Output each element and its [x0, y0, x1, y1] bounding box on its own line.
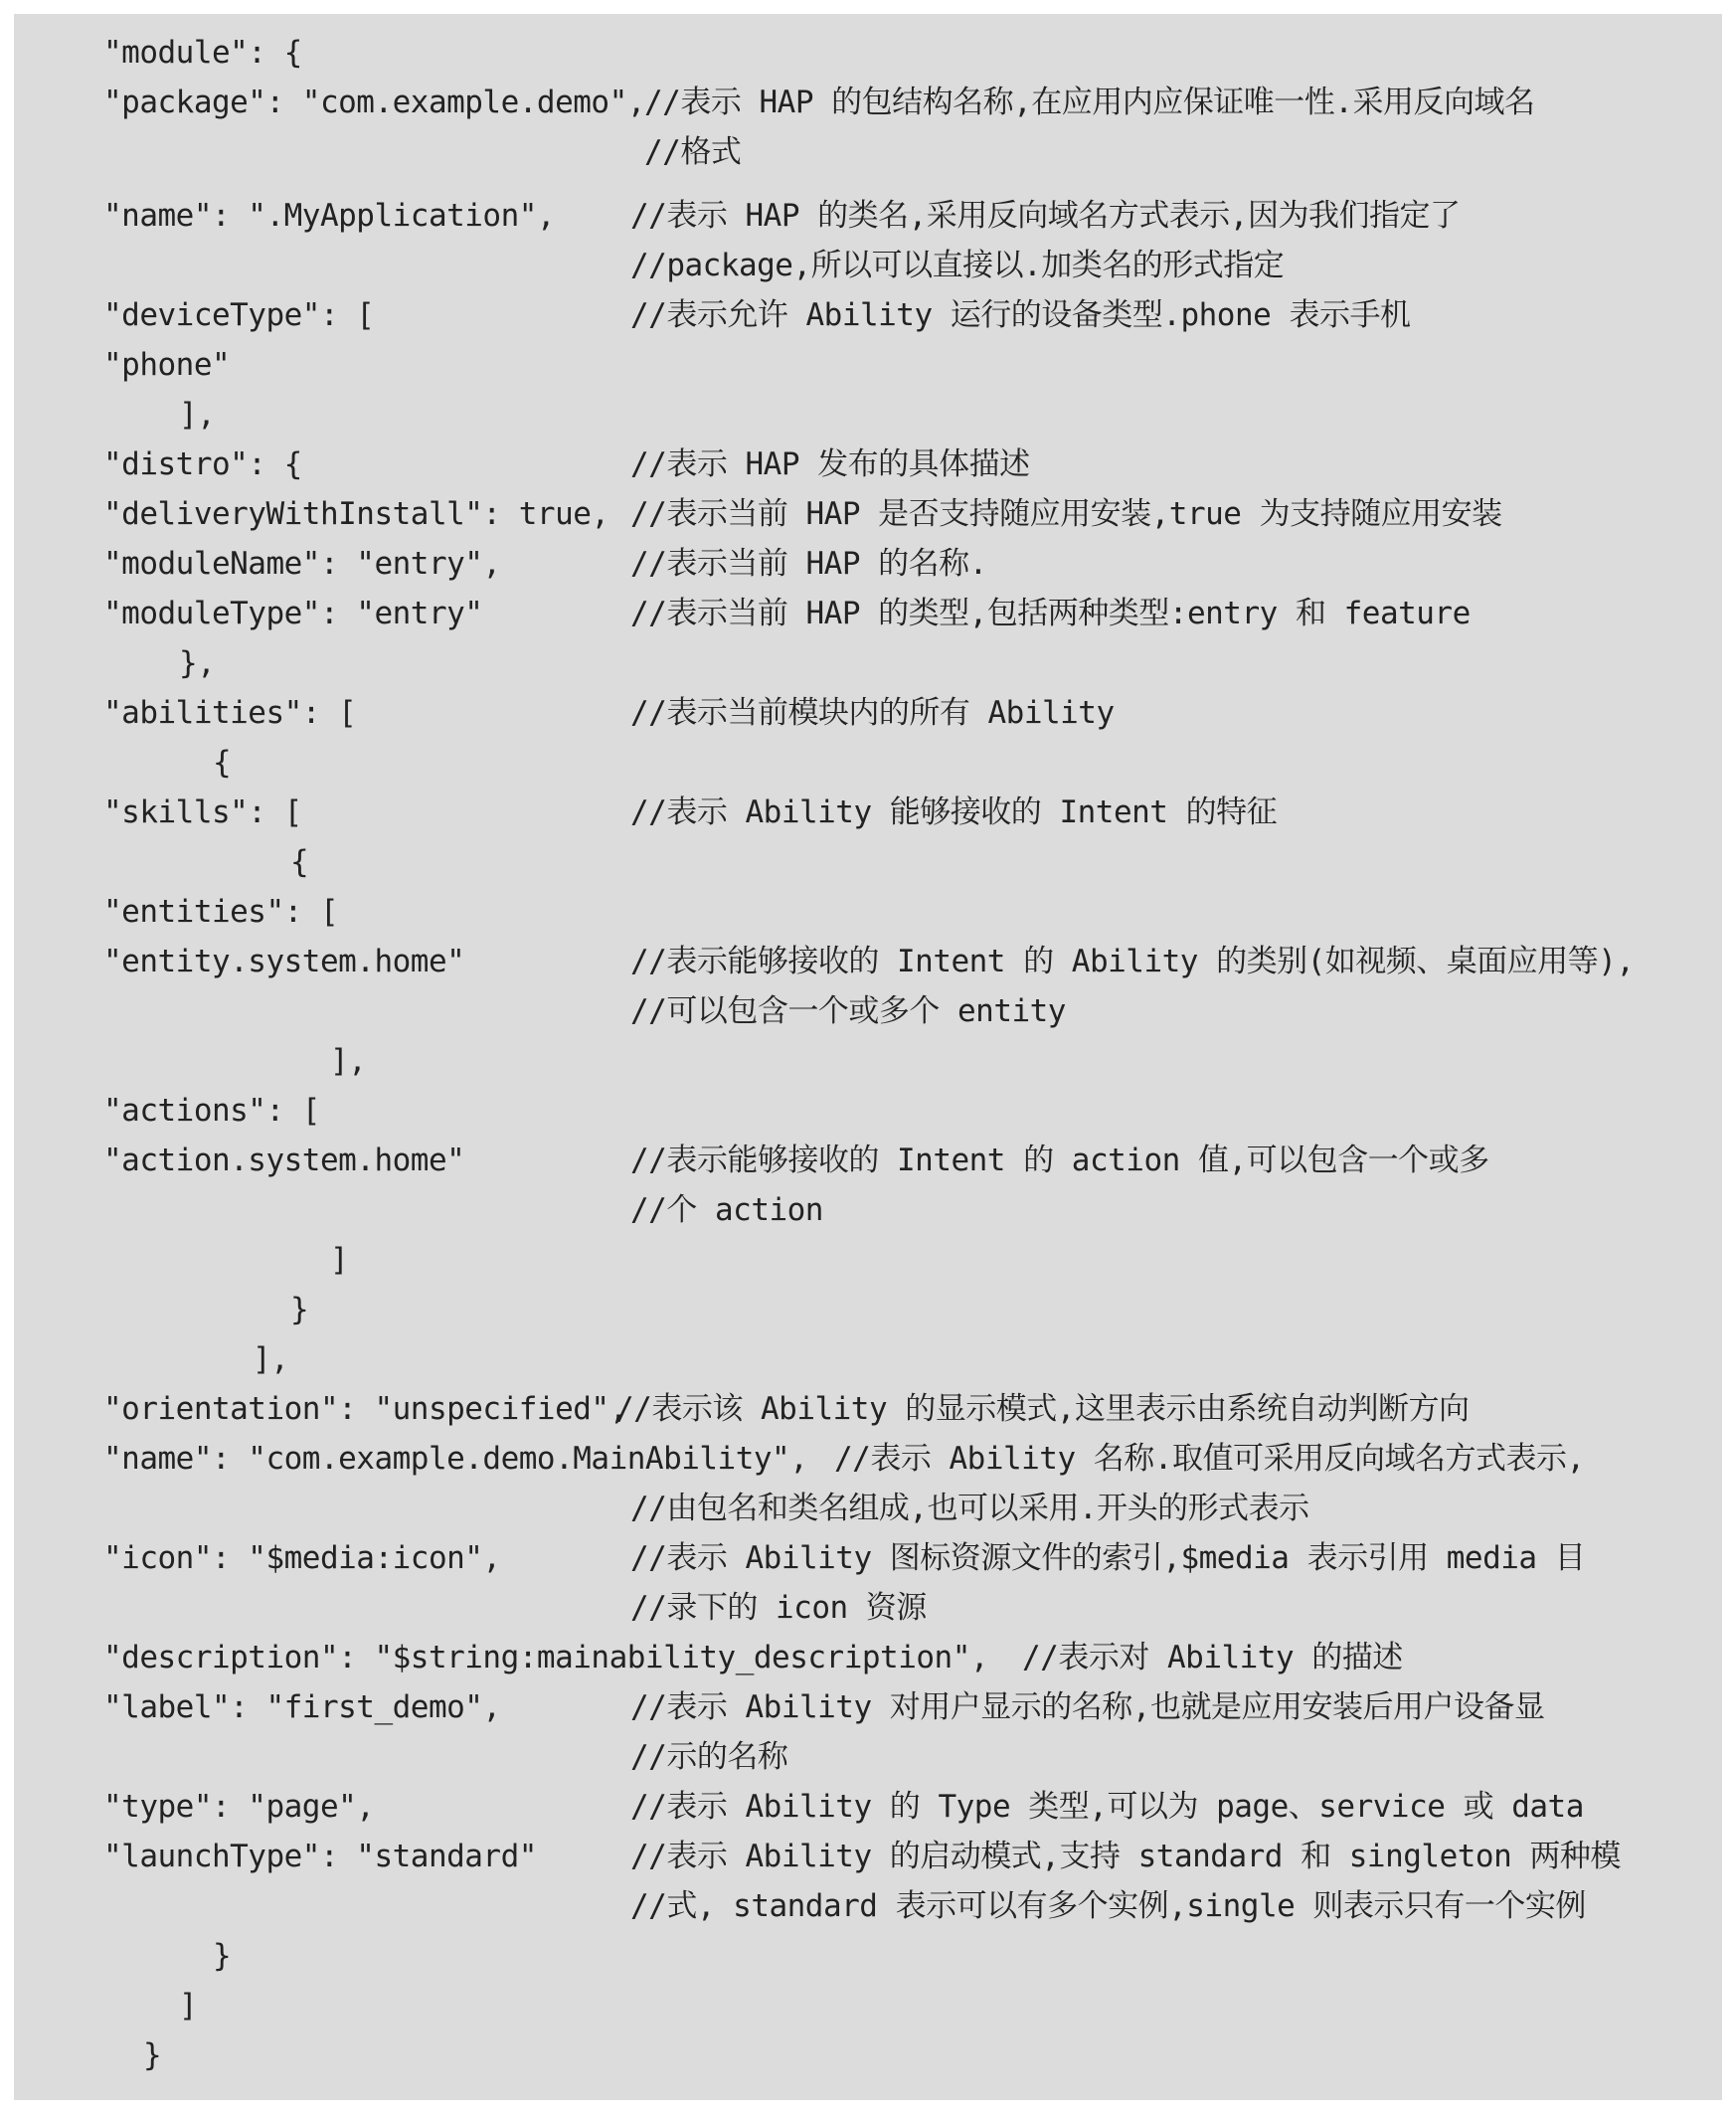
code-text: {: [290, 844, 309, 880]
code-comment: //表示允许 Ability 运行的设备类型.phone 表示手机: [630, 297, 1411, 333]
code-comment: //表示 Ability 名称.取值可采用反向域名方式表示,: [834, 1441, 1585, 1477]
code-text: "icon": "$media:icon",: [103, 1540, 501, 1576]
code-comment: //表示 Ability 对用户显示的名称,也就是应用安装后用户设备显: [630, 1689, 1545, 1725]
code-line: [103, 1434, 1704, 1484]
code-text: "deliveryWithInstall": true,: [103, 496, 609, 532]
code-comment: //录下的 icon 资源: [630, 1590, 927, 1626]
code-text: ],: [179, 397, 216, 433]
code-line: [103, 1533, 1704, 1583]
code-text: "entities": [: [103, 894, 339, 930]
code-line: [103, 1384, 1704, 1434]
code-text: }: [143, 2037, 162, 2073]
code-line: [103, 1682, 1704, 1732]
code-comment: //示的名称: [630, 1739, 788, 1775]
code-line: [103, 1732, 1704, 1782]
code-comment: //表示 Ability 的 Type 类型,可以为 page、service 或 data: [630, 1789, 1584, 1825]
code-comment: //表示 Ability 能够接收的 Intent 的特征: [630, 794, 1278, 830]
code-text: "description": "$string:mainability_description",: [103, 1640, 989, 1675]
code-comment: //表示 HAP 发布的具体描述: [630, 446, 1030, 482]
code-text: "moduleType": "entry": [103, 596, 483, 631]
code-text: "orientation": "unspecified",: [103, 1391, 627, 1427]
code-text: "skills": [: [103, 794, 302, 830]
code-line: [179, 1981, 197, 2030]
code-line: [103, 688, 1704, 738]
code-line: [103, 127, 1704, 177]
code-text: "type": "page",: [103, 1789, 375, 1825]
code-text: "phone": [103, 347, 231, 383]
code-text: ]: [330, 1242, 349, 1278]
code-listing: [14, 14, 1722, 2100]
code-line: [103, 937, 1714, 986]
code-line: [103, 986, 1704, 1036]
code-comment: //表示当前模块内的所有 Ability: [630, 695, 1115, 731]
code-line: [103, 1583, 1704, 1633]
code-comment: //表示该 Ability 的显示模式,这里表示由系统自动判断方向: [615, 1391, 1470, 1427]
code-line: [179, 638, 215, 688]
code-line: [213, 1931, 231, 1981]
code-line: [103, 489, 1704, 539]
code-line: [103, 1484, 1704, 1533]
code-text: "package": "com.example.demo",: [103, 85, 645, 120]
code-text: "module": {: [103, 35, 302, 71]
code-comment: //个 action: [630, 1192, 823, 1228]
code-comment: //表示 Ability 图标资源文件的索引,$media 表示引用 media 目: [630, 1540, 1586, 1576]
code-line: [103, 887, 338, 937]
code-text: ]: [179, 1988, 198, 2024]
code-line: [103, 290, 1704, 340]
code-line: [290, 837, 308, 887]
code-text: "name": ".MyApplication",: [103, 198, 556, 234]
code-line: [103, 1832, 1704, 1881]
code-text: "label": "first_demo",: [103, 1689, 501, 1725]
code-line: [103, 440, 1704, 489]
code-text: "distro": {: [103, 446, 302, 482]
code-comment: //表示能够接收的 Intent 的 action 值,可以包含一个或多: [630, 1143, 1489, 1178]
code-line: [179, 390, 215, 440]
code-comment: //package,所以可以直接以.加类名的形式指定: [630, 248, 1285, 283]
code-line: [103, 788, 1704, 837]
code-text: "moduleName": "entry",: [103, 546, 501, 582]
code-comment: //表示 Ability 的启动模式,支持 standard 和 singleton 两种模: [630, 1839, 1621, 1874]
code-comment: //表示当前 HAP 的名称.: [630, 546, 987, 582]
code-text: ],: [330, 1043, 367, 1079]
code-line: [143, 2030, 161, 2080]
code-text: "actions": [: [103, 1093, 320, 1129]
code-text: },: [179, 645, 216, 681]
code-line: [103, 78, 1704, 127]
code-text: "entity.system.home": [103, 944, 465, 979]
code-text: "abilities": [: [103, 695, 357, 731]
code-comment: //由包名和类名组成,也可以采用.开头的形式表示: [630, 1491, 1309, 1526]
code-line: [213, 738, 231, 788]
code-text: "action.system.home": [103, 1143, 465, 1178]
code-text: {: [213, 745, 232, 781]
code-comment: //表示对 Ability 的描述: [1022, 1640, 1403, 1675]
code-text: "deviceType": [: [103, 297, 375, 333]
code-comment: //格式: [644, 134, 742, 170]
code-text: }: [290, 1292, 309, 1327]
code-line: [330, 1036, 366, 1086]
code-text: "launchType": "standard": [103, 1839, 537, 1874]
code-line: [103, 1881, 1704, 1931]
code-text: }: [213, 1938, 232, 1974]
code-comment: //表示能够接收的 Intent 的 Ability 的类别(如视频、桌面应用等),: [630, 944, 1635, 979]
code-line: [103, 1633, 1704, 1682]
code-comment: //表示当前 HAP 的类型,包括两种类型:entry 和 feature: [630, 596, 1471, 631]
code-line: [103, 1185, 1704, 1235]
code-line: [103, 1136, 1704, 1185]
code-text: ],: [253, 1341, 289, 1377]
code-line: [103, 1086, 320, 1136]
code-line: [330, 1235, 348, 1285]
code-comment: //式, standard 表示可以有多个实例,single 则表示只有一个实例: [630, 1888, 1586, 1924]
code-line: [103, 28, 302, 78]
code-line: [103, 191, 1704, 241]
code-line: [103, 539, 1704, 589]
code-line: [290, 1285, 308, 1334]
code-line: [103, 589, 1704, 638]
code-comment: //表示 HAP 的类名,采用反向域名方式表示,因为我们指定了: [630, 198, 1461, 234]
code-text: "name": "com.example.demo.MainAbility",: [103, 1441, 808, 1477]
code-line: [103, 1782, 1704, 1832]
code-line: [253, 1334, 288, 1384]
code-line: [103, 241, 1704, 290]
code-comment: //表示 HAP 的包结构名称,在应用内应保证唯一性.采用反向域名: [644, 85, 1535, 120]
code-comment: //可以包含一个或多个 entity: [630, 993, 1066, 1029]
code-comment: //表示当前 HAP 是否支持随应用安装,true 为支持随应用安装: [630, 496, 1502, 532]
code-line: [103, 340, 230, 390]
